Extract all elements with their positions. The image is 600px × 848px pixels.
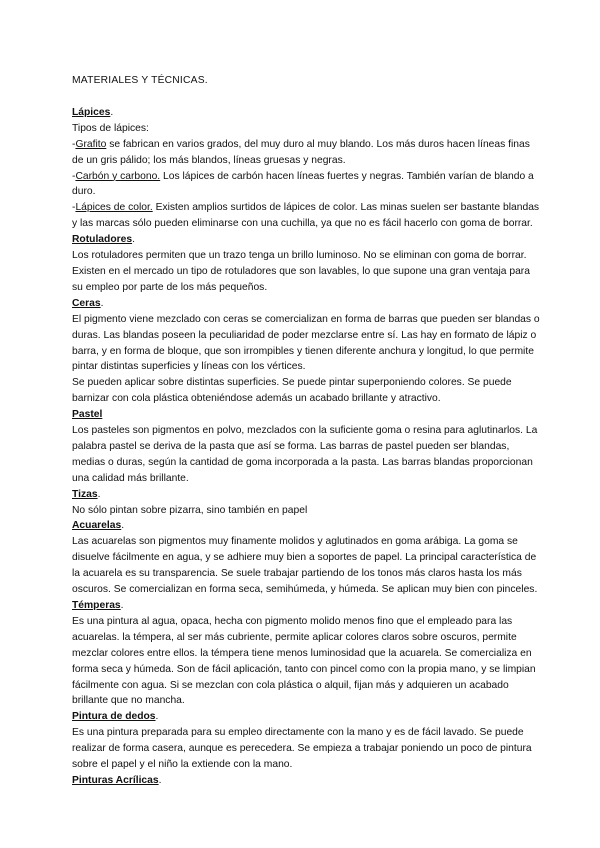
section-heading: Tizas [72,488,98,500]
rotuladores-text: Los rotuladores permiten que un trazo tenga un brillo luminoso. No se eliminan con goma de borrar. Existen en el mercado un tipo de rotuladores que son lavables, lo que supone una gran ventaja para su empleo por parte de los más pequeños. [72,250,530,293]
ceras-text-1: El pigmento viene mezclado con ceras se comercializan en forma de barras que pueden ser blandas o duras. Las blandas poseen la peculiaridad de poder mezclarse entre sí. Las hay en formato de lápiz o barra, y en forma de bloque, que son irrompibles y tienen diferente anchura y longitud, lo que permite pintar distintas superficies y líneas con los vértices. [72,313,540,373]
grafito-label: Grafito [75,138,107,150]
section-heading-line [72,518,540,534]
heading-period: . [158,774,162,786]
carbon-text: Los lápices de carbón hacen líneas fuertes y negras. También varían de blando a duro. [72,170,534,198]
dedos-text: Es una pintura preparada para su empleo directamente con la mano y es de fácil lavado. Se puede realizar de forma casera, aunque es perecedera. Se empieza a trabajar poniendo un poco de pintura sobre el papel y el niño la extiende con la mano. [72,727,532,771]
lapices-intro: Tipos de lápices: [72,122,149,134]
section-rotuladores [72,232,540,296]
heading-period: . [155,711,159,723]
heading-period: . [121,520,125,532]
section-heading-line [72,598,540,614]
section-heading-line [72,487,540,503]
section-pinturas-acrilicas [72,773,540,789]
section-heading-line [72,773,540,789]
document-title: MATERIALES Y TÉCNICAS. [72,75,208,86]
section-heading: Ceras [72,297,101,309]
list-dash: - [72,170,76,182]
temperas-text: Es una pintura al agua, opaca, hecha con pigmento molido menos fino que el empleado para las acuarelas. la témpera, al ser más cubriente, permite aplicar colores claros sobre oscuros, permite mezclar colores entre ellos. la témpera tiene menos luminosidad que la acuarela. Se comercializa en forma seca y húmeda. Son de fácil aplicación, tanto con pincel como con la propia mano, y se limpian fácilmente con agua. Si se mezclan con cola plástica o alquil, fijan más y adquieren un acabado brillante que no mancha. [72,615,536,707]
list-dash: - [72,138,76,150]
section-heading: Lápices [72,106,111,118]
heading-period: . [100,297,104,309]
lapices-carbon [72,169,540,201]
section-pastel [72,407,540,487]
carbon-label: Carbón y carbono. [75,170,161,182]
section-ceras [72,296,540,407]
section-tizas [72,487,540,519]
grafito-text: se fabrican en varios grados, del muy duro al muy blando. Los más duros hacen líneas finas de un gris pálido; los más blandos, líneas gruesas y negras. [72,138,530,166]
section-heading: Témperas [72,600,121,611]
section-heading: Rotuladores [72,234,133,246]
list-dash: - [72,202,76,214]
color-text: Existen amplios surtidos de lápices de color. Las minas suelen ser bastante blandas y las marcas sólo pueden eliminarse con una cuchilla, ya que no es fácil hacerlo con goma de borrar. [72,202,540,230]
section-heading: Pastel [72,409,103,421]
section-acuarelas [72,518,540,598]
lapices-color [72,200,540,232]
section-heading: Pintura de dedos [72,711,156,723]
section-heading: Pinturas Acrílicas [72,774,159,786]
section-temperas [72,598,540,709]
section-lapices [72,105,540,232]
section-heading-line [72,296,540,312]
section-heading: Acuarelas [72,520,122,532]
acuarelas-text: Las acuarelas son pigmentos muy finamente molidos y aglutinados en goma arábiga. La goma se disuelve fácilmente en agua, y se adhiere muy bien a soportes de papel. La principal característica de la acuarela es su transparencia. Se suele trabajar partiendo de los tonos más claros hasta los más oscuros. Se comercializan en forma seca, semihúmeda, y húmeda. Se aplican muy bien con pinceles. [72,536,538,596]
heading-period: . [110,106,114,118]
heading-period: . [132,234,135,246]
section-heading-line [72,232,540,248]
section-heading-line [72,407,540,423]
section-heading-line [72,709,540,725]
section-heading-line [72,105,540,121]
section-pintura-dedos [72,709,540,773]
ceras-text-2: Se pueden aplicar sobre distintas superficies. Se puede pintar superponiendo colores. Se puede barnizar con cola plástica obteniéndose además un acabado brillante y atractivo. [72,377,512,405]
pastel-text: Los pasteles son pigmentos en polvo, mezclados con la suficiente goma o resina para aglutinarlos. La palabra pastel se deriva de la pasta que así se forma. Las barras de pastel pueden ser blandas, medias o duras, según la cantidad de goma incorporada a la pasta. Las barras blandas proporcionan una calidad más brillante. [72,425,538,484]
tizas-text: No sólo pintan sobre pizarra, sino también en papel [72,504,308,516]
lapices-grafito [72,137,540,169]
heading-period: . [97,488,101,500]
heading-period: . [120,600,124,611]
color-label: Lápices de color. [75,202,153,214]
